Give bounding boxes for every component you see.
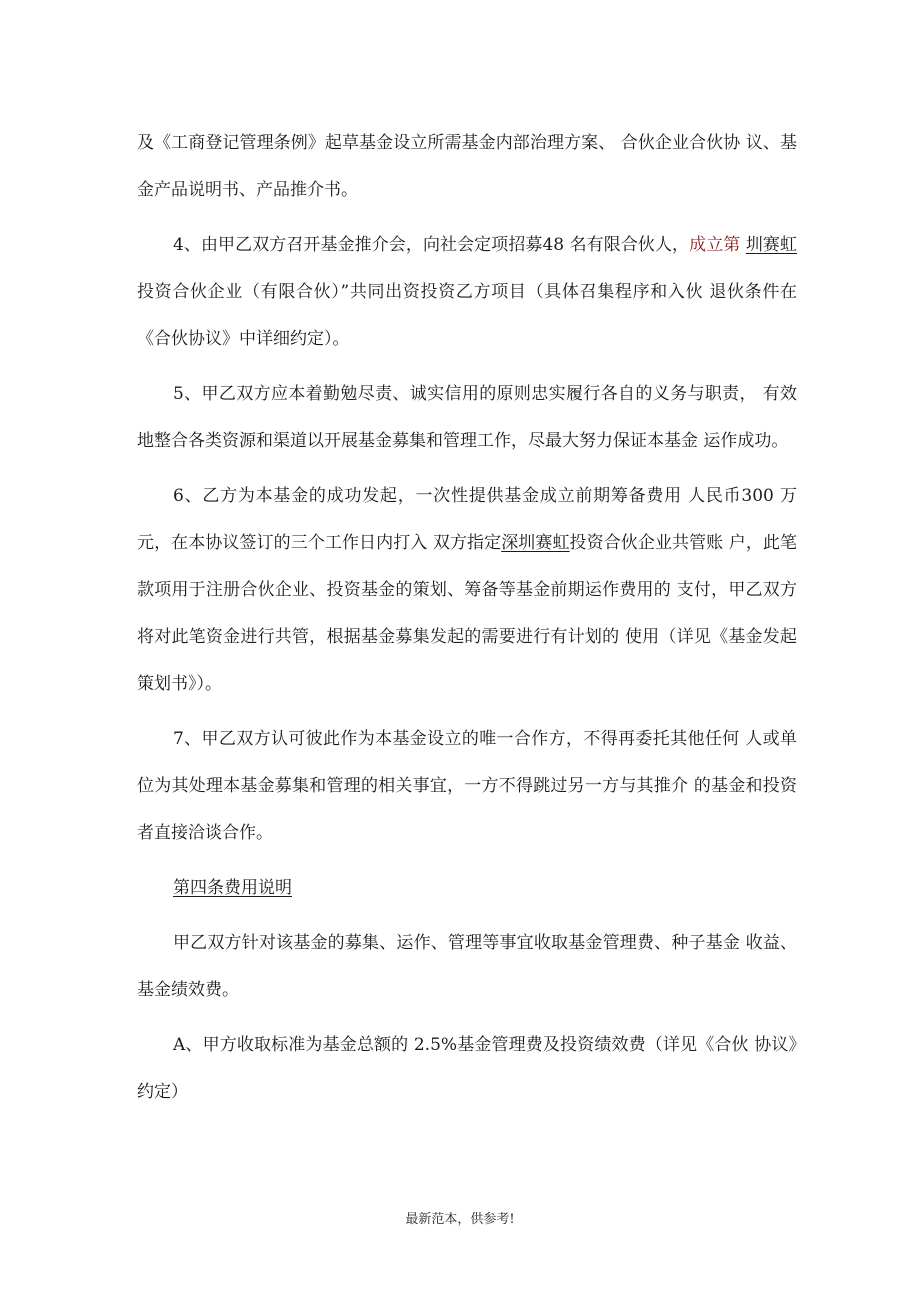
page-footer: 最新范本，供参考! <box>405 1212 515 1227</box>
document-body <box>137 120 797 1124</box>
paragraph-item-5: 5、甲乙双方应本着勤勉尽责、诚实信用的原则忠实履行各自的义务与职责， 有效地整合各类资源和渠道以开展基金募集和管理工作，尽最大努力保证本基金 运作成功。 <box>137 384 797 451</box>
item-6-underlined: 深圳赛虹 <box>501 533 570 553</box>
paragraph-item-6 <box>137 473 797 708</box>
section-heading-text: 第四条费用说明 <box>173 878 292 898</box>
item-4-underlined-1: 圳赛 <box>745 235 781 255</box>
paragraph-continuation: 及《工商登记管理条例》起草基金设立所需基金内部治理方案、 合伙企业合伙协 议、基金产品说明书、产品推介书。 <box>137 133 797 200</box>
section-heading <box>137 865 797 912</box>
paragraph-item-7: 7、甲乙双方认可彼此作为本基金设立的唯一合作方，不得再委托其他任何 人或单位为其处理本基金募集和管理的相关事宜，一方不得跳过另一方与其推介 的基金和投资者直接洽谈合作。 <box>137 729 797 843</box>
item-4-text-start: 4、由甲乙双方召开基金推介会，向社会定项招募48 名有限合伙人， <box>173 235 690 255</box>
item-4-underlined-2: 虹 <box>780 235 798 255</box>
item-4-text-end: 投资合伙企业（有限合伙）”共同出资投资乙方项目（具体召集程序和入伙 退伙条件在《合伙协议》中详细约定）。 <box>137 282 797 349</box>
paragraph-fees-intro: 甲乙双方针对该基金的募集、运作、管理等事宜收取基金管理费、种子基金 收益、基金绩效费。 <box>137 933 797 1000</box>
paragraph-item-4 <box>137 222 797 363</box>
item-6-text-start: 6、乙方为本基金的成功发起，一次性提供基金成立前期筹备费用 人民币300 万元，在本协议签订的三个工作日内打入 双方指定 <box>137 486 797 553</box>
paragraph-item-a: A、甲方收取标准为基金总额的 2.5%基金管理费及投资绩效费（详见《合伙 协议》约定） <box>137 1035 797 1102</box>
item-6-text-end: 投资合伙企业共管账 户，此笔款项用于注册合伙企业、投资基金的策划、筹备等基金前期运作费用的 支付，甲乙双方将对此笔资金进行共管，根据基金募集发起的需要进行有计划的 使用（详见《基金发起策划书》）。 <box>137 533 797 694</box>
item-4-red-text: 成立第 <box>689 235 746 255</box>
